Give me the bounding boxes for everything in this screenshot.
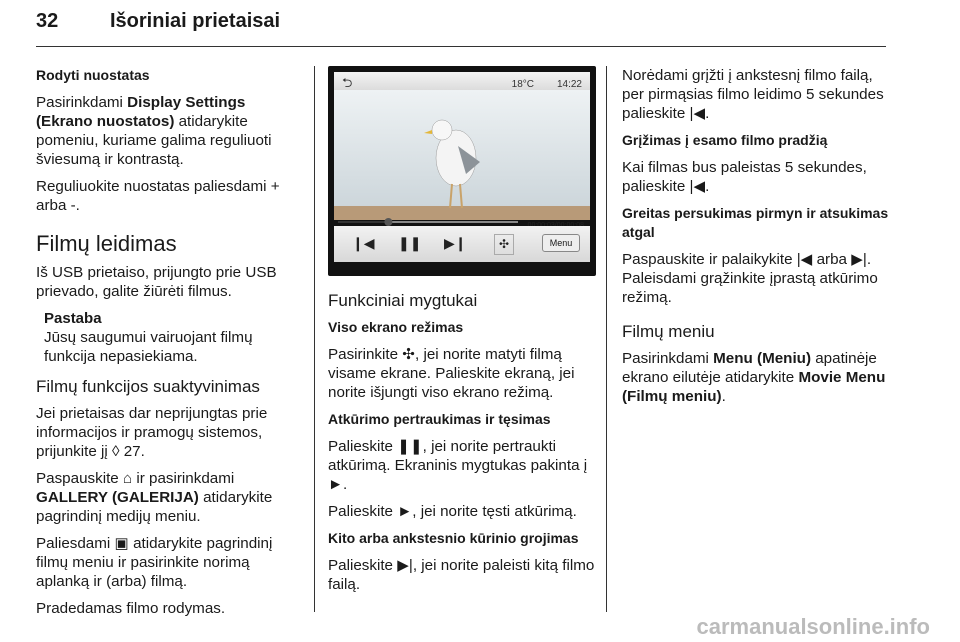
column-3 (622, 66, 892, 414)
paragraph: Reguliuokite nuostatas paliesdami + arba -. (36, 178, 280, 214)
section-subtitle: Rodyti nuostatas (36, 67, 150, 83)
text: Pasirinkdami (36, 94, 128, 111)
paragraph (622, 349, 892, 406)
section-heading: Filmų leidimas (36, 231, 177, 256)
paragraph (36, 469, 304, 526)
paragraph: Palieskite ▶|, jei norite paleisti kitą filmo failą. (328, 557, 595, 593)
paragraph: Norėdami grįžti į ankstesnį filmo failą, per pirmąsias filmo leidimo 5 sekundes palieskite |◀. (622, 67, 884, 122)
clock: 14:22 (556, 79, 582, 90)
page-number: 32 (36, 10, 59, 32)
paragraph: Paliesdami ▣ atidarykite pagrindinį filmų meniu ir pasirinkite norimą aplanką ir (arba) filmą. (36, 535, 273, 590)
text: Pasirinkdami (622, 350, 714, 367)
paragraph: Palieskite ❚❚, jei norite pertraukti atkūrimą. Ekraninis mygtukas pakinta į ►. (328, 438, 588, 493)
temperature: 18°C (511, 79, 534, 90)
header-divider (36, 46, 886, 47)
column-divider-2 (606, 66, 607, 612)
bold-term: GALLERY (GALERIJA) (36, 489, 199, 506)
text: apatinėje ekrano eilutėje atidarykite (622, 350, 877, 386)
note-text: Jūsų saugumui vairuojant filmų funkcija nepasiekiama. (44, 329, 253, 365)
menu-button[interactable]: Menu (542, 234, 580, 252)
section-heading: Filmų meniu (622, 322, 715, 341)
page-header (36, 4, 886, 44)
control-bar (334, 226, 590, 262)
paragraph: Iš USB prietaiso, prijungto prie USB prievado, galite žiūrėti filmus. (36, 264, 277, 300)
text: atidarykite pagrindinį medijų meniu. (36, 489, 273, 525)
paragraph: Palieskite ►, jei norite tęsti atkūrimą. (328, 503, 577, 520)
paragraph: Paspauskite ir palaikykite |◀ arba ▶|. Paleisdami grąžinkite įprastą atkūrimo režimą. (622, 251, 878, 306)
footer-watermark: carmanualsonline.info (696, 614, 930, 639)
column-1 (36, 66, 304, 626)
text: . (721, 388, 726, 405)
pause-icon[interactable]: ❚❚ (398, 235, 422, 251)
text: Paspauskite ⌂ ir pasirinkdami (36, 470, 235, 487)
paragraph: Pasirinkite ✣, jei norite matyti filmą visame ekrane. Palieskite ekraną, jei norite išjungti viso ekrano režimą. (328, 346, 575, 401)
section-heading: Funkciniai mygtukai (328, 291, 478, 310)
note-box (44, 309, 304, 366)
column-2 (328, 66, 596, 602)
section-subtitle: Viso ekrano režimas (328, 319, 464, 335)
bold-term: Menu (Meniu) (713, 350, 812, 367)
section-subtitle: Greitas persukimas pirmyn ir atsukimas atgal (622, 205, 889, 240)
fullscreen-icon[interactable]: ✣ (494, 234, 514, 255)
bold-term: Movie Menu (Filmų meniu) (622, 369, 886, 405)
section-heading: Filmų funkcijos suaktyvinimas (36, 377, 260, 396)
column-divider-1 (314, 66, 315, 612)
paragraph (36, 93, 304, 169)
section-subtitle: Atkūrimo pertraukimas ir tęsimas (328, 411, 551, 427)
bold-term: Display Settings (Ekrano nuostatos) (36, 94, 246, 130)
text: atidarykite pomeniu, kuriame galima reguliuoti šviesumą ir kontrastą. (36, 113, 272, 168)
next-icon[interactable]: ▶❙ (444, 235, 467, 251)
paragraph: Jei prietaisas dar neprijungtas prie informacijos ir pramogų sistemos, prijunkite jį ◊ 27. (36, 405, 268, 460)
status-bar (334, 72, 590, 90)
paragraph: Pradedamas filmo rodymas. (36, 600, 226, 617)
previous-icon[interactable]: ❙◀ (352, 235, 375, 251)
section-subtitle: Kito arba ankstesnio kūrinio grojimas (328, 530, 579, 546)
paragraph: Kai filmas bus paleistas 5 sekundes, palieskite |◀. (622, 159, 867, 195)
note-title: Pastaba (44, 310, 102, 327)
back-icon[interactable]: ⮌ (342, 75, 353, 90)
section-subtitle: Grįžimas į esamo filmo pradžią (622, 132, 828, 148)
infotainment-screen-image (328, 66, 596, 276)
page-title: Išoriniai prietaisai (110, 10, 281, 32)
